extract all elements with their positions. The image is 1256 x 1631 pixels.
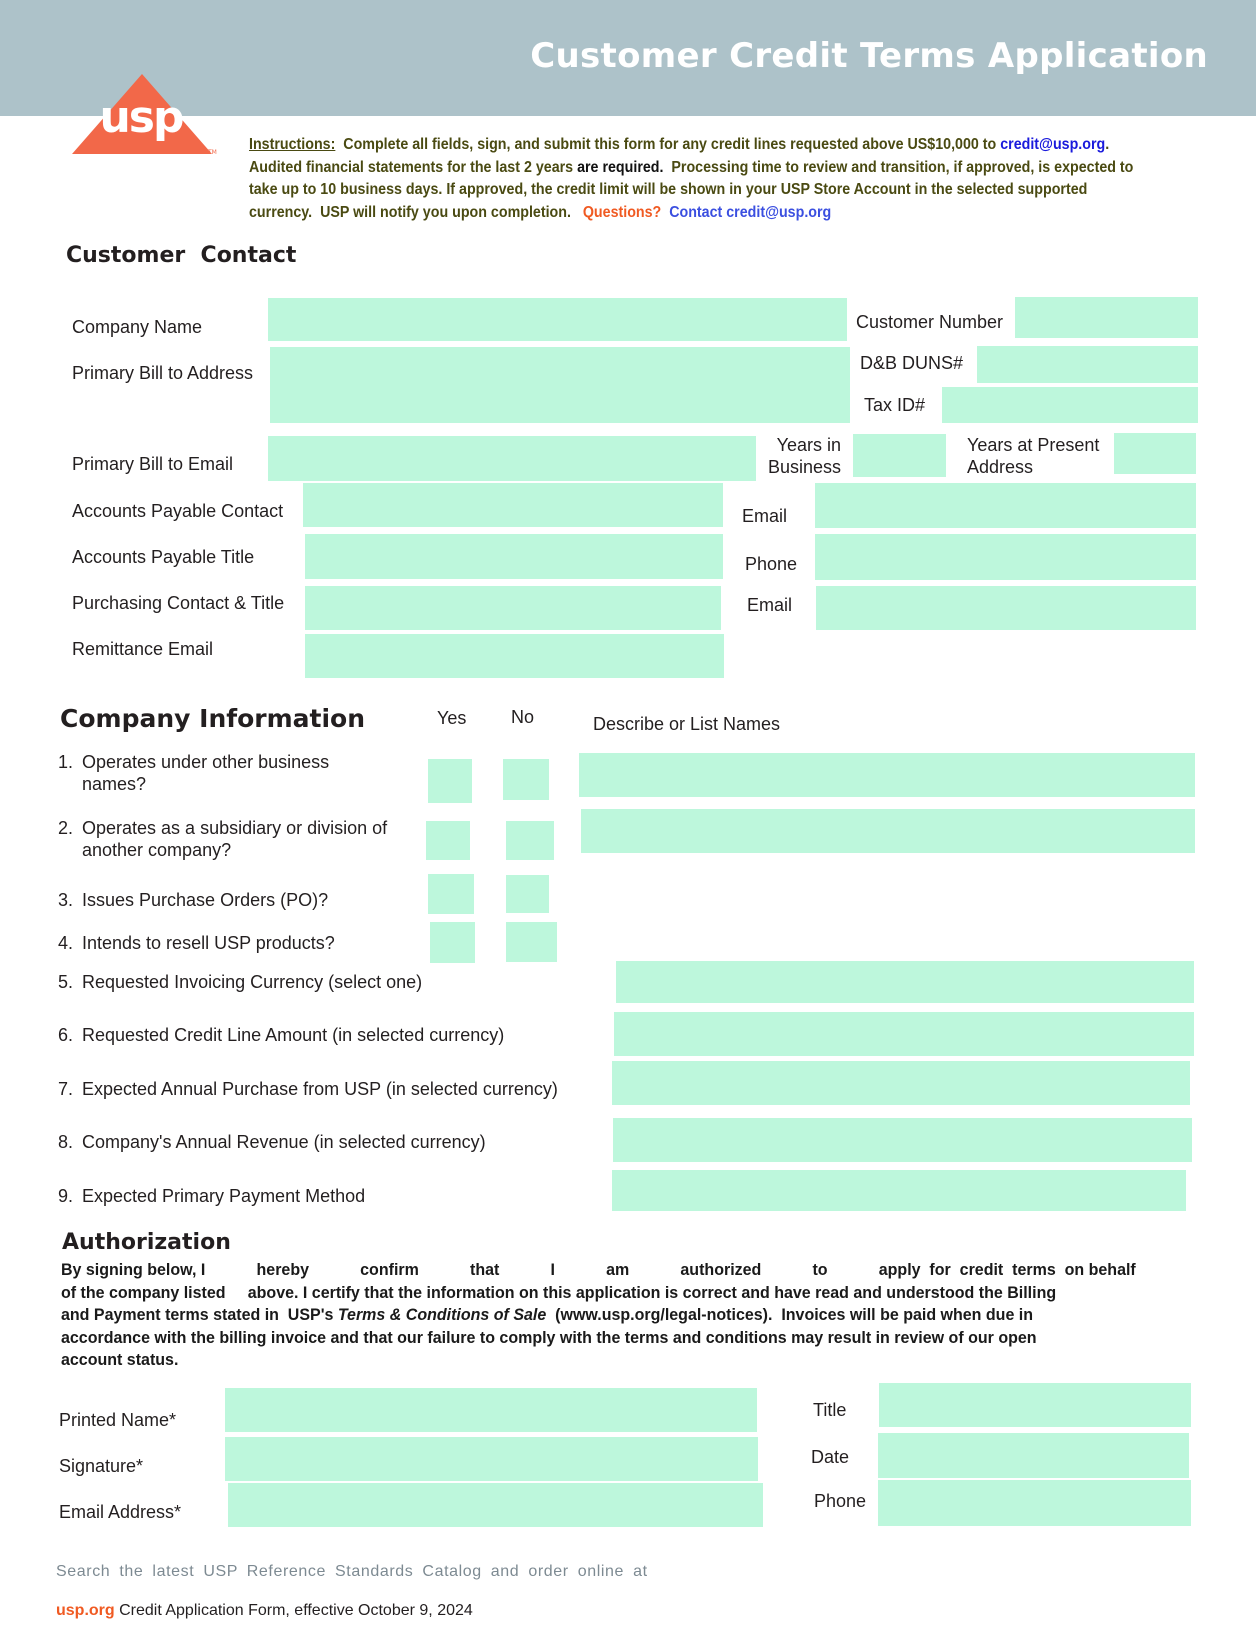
- ap-contact-label: Accounts Payable Contact: [72, 501, 284, 521]
- question-3: 3. Issues Purchase Orders (PO)?: [58, 890, 329, 910]
- ap-phone-field[interactable]: [815, 534, 1196, 580]
- annual-purchase-field[interactable]: [612, 1061, 1190, 1105]
- catalog-footer-text: Search the latest USP Reference Standards Catalog and order online at: [56, 1563, 648, 1580]
- q1-yes-box[interactable]: [428, 759, 472, 803]
- q3-yes-box[interactable]: [428, 874, 474, 914]
- q4-no-box[interactable]: [506, 922, 557, 962]
- phone-label: Phone: [814, 1491, 867, 1511]
- question-9: 9. Expected Primary Payment Method: [58, 1186, 366, 1206]
- primary-bill-address-field[interactable]: [270, 347, 850, 423]
- no-column-label: No: [511, 707, 535, 727]
- authorization-heading: Authorization: [62, 1230, 231, 1255]
- printed-name-field[interactable]: [225, 1388, 757, 1432]
- question-6: 6. Requested Credit Line Amount (in selected currency): [58, 1025, 505, 1045]
- q4-yes-box[interactable]: [430, 922, 475, 963]
- questions-label: Questions?: [582, 203, 662, 221]
- signature-label: Signature*: [59, 1456, 144, 1476]
- question-7: 7. Expected Annual Purchase from USP (in selected currency): [58, 1079, 558, 1099]
- ap-title-label: Accounts Payable Title: [72, 547, 255, 567]
- primary-bill-email-label: Primary Bill to Email: [72, 454, 234, 474]
- ap-phone-label: Phone: [745, 554, 798, 574]
- payment-method-field[interactable]: [612, 1170, 1186, 1211]
- ap-email-field[interactable]: [815, 483, 1196, 528]
- question-2: 2. Operates as a subsidiary or division of another company?: [58, 818, 388, 860]
- usp-org-link[interactable]: usp.org: [56, 1602, 115, 1619]
- q1-no-box[interactable]: [503, 759, 549, 800]
- question-1: 1. Operates under other business names?: [58, 752, 330, 794]
- email-address-label: Email Address*: [59, 1502, 182, 1522]
- annual-revenue-field[interactable]: [613, 1118, 1192, 1162]
- tax-id-label: Tax ID#: [864, 395, 926, 415]
- svg-text:TM: TM: [208, 149, 217, 156]
- title-label: Title: [813, 1400, 847, 1420]
- invoicing-currency-select[interactable]: [616, 961, 1194, 1003]
- signature-field[interactable]: [225, 1437, 758, 1481]
- ap-email-label: Email: [742, 506, 788, 526]
- duns-label: D&B DUNS#: [860, 353, 964, 373]
- remittance-email-field[interactable]: [305, 634, 724, 678]
- question-4: 4. Intends to resell USP products?: [58, 933, 335, 953]
- customer-number-field[interactable]: [1015, 297, 1198, 338]
- usp-logo-icon: [72, 74, 222, 162]
- terms-conditions-title: Terms & Conditions of Sale: [337, 1306, 547, 1324]
- printed-name-label: Printed Name*: [59, 1410, 177, 1430]
- phone-field[interactable]: [878, 1480, 1191, 1526]
- yes-column-label: Yes: [437, 708, 467, 728]
- purchasing-contact-label: Purchasing Contact & Title: [72, 593, 285, 613]
- remittance-email-label: Remittance Email: [72, 639, 214, 659]
- customer-contact-heading: Customer Contact: [66, 243, 297, 268]
- form-footer: usp.org Credit Application Form, effective October 9, 2024: [56, 1602, 473, 1619]
- tax-id-field[interactable]: [942, 387, 1198, 423]
- company-name-field[interactable]: [268, 298, 847, 341]
- ap-contact-field[interactable]: [303, 483, 723, 527]
- years-at-address-field[interactable]: [1114, 433, 1196, 474]
- contact-email-link[interactable]: Contact credit@usp.org: [661, 203, 832, 221]
- purchasing-email-field[interactable]: [816, 586, 1196, 630]
- years-at-address-label: Years at Present Address: [967, 435, 1100, 477]
- q2-no-box[interactable]: [506, 821, 554, 860]
- describe-column-label: Describe or List Names: [593, 714, 781, 734]
- page-title: Customer Credit Terms Application: [530, 36, 1208, 76]
- credit-line-amount-field[interactable]: [614, 1012, 1194, 1056]
- question-5: 5. Requested Invoicing Currency (select one): [58, 972, 423, 992]
- email-address-field[interactable]: [228, 1483, 763, 1527]
- purchasing-contact-field[interactable]: [305, 586, 721, 630]
- q3-no-box[interactable]: [506, 875, 549, 913]
- ap-title-field[interactable]: [305, 534, 723, 579]
- q2-yes-box[interactable]: [426, 821, 470, 860]
- title-field[interactable]: [879, 1383, 1191, 1427]
- question-8: 8. Company's Annual Revenue (in selected currency): [58, 1132, 486, 1152]
- date-field[interactable]: [878, 1433, 1189, 1478]
- credit-email-link[interactable]: credit@usp.org: [1000, 136, 1106, 153]
- years-in-business-label: Years in Business: [767, 435, 841, 477]
- customer-number-label: Customer Number: [856, 312, 1004, 332]
- instructions-block: Instructions: Complete all fields, sign, and submit this form for any credit lines requested above US$10,000 to credit@usp.org. Audited financial statements for the last 2 years are required. Processing time to review and transition, if approved, is expected to take up to 10 business days. If approved, the credit limit will be shown in your USP Store Account in the selected supported currency. USP will notify you upon completion. Questions? Contact credit@usp.org: [249, 136, 1134, 221]
- purchasing-email-label: Email: [747, 595, 793, 615]
- authorization-statement: By signing below, I hereby confirm that I am authorized to apply for credit terms on behalf of the company listed above. I certify that the information on this application is correct and have read and understood the Billing and Payment terms stated in USP's Terms & Conditions of Sale (www.usp.org/legal-notices). Invoices will be paid when due in accordance with the billing invoice and that our failure to comply with the terms and conditions may result in review of our open account status.: [61, 1261, 1136, 1369]
- q1-describe-field[interactable]: [579, 753, 1195, 797]
- date-label: Date: [811, 1447, 850, 1467]
- duns-field[interactable]: [977, 346, 1198, 383]
- company-name-label: Company Name: [72, 317, 203, 337]
- instructions-label: Instructions:: [249, 136, 336, 153]
- svg-text:usp: usp: [99, 92, 183, 143]
- q2-describe-field[interactable]: [581, 809, 1195, 853]
- company-information-heading: Company Information: [60, 704, 366, 733]
- primary-bill-email-field[interactable]: [268, 436, 756, 481]
- years-in-business-field[interactable]: [853, 434, 946, 477]
- primary-bill-address-label: Primary Bill to Address: [72, 363, 254, 383]
